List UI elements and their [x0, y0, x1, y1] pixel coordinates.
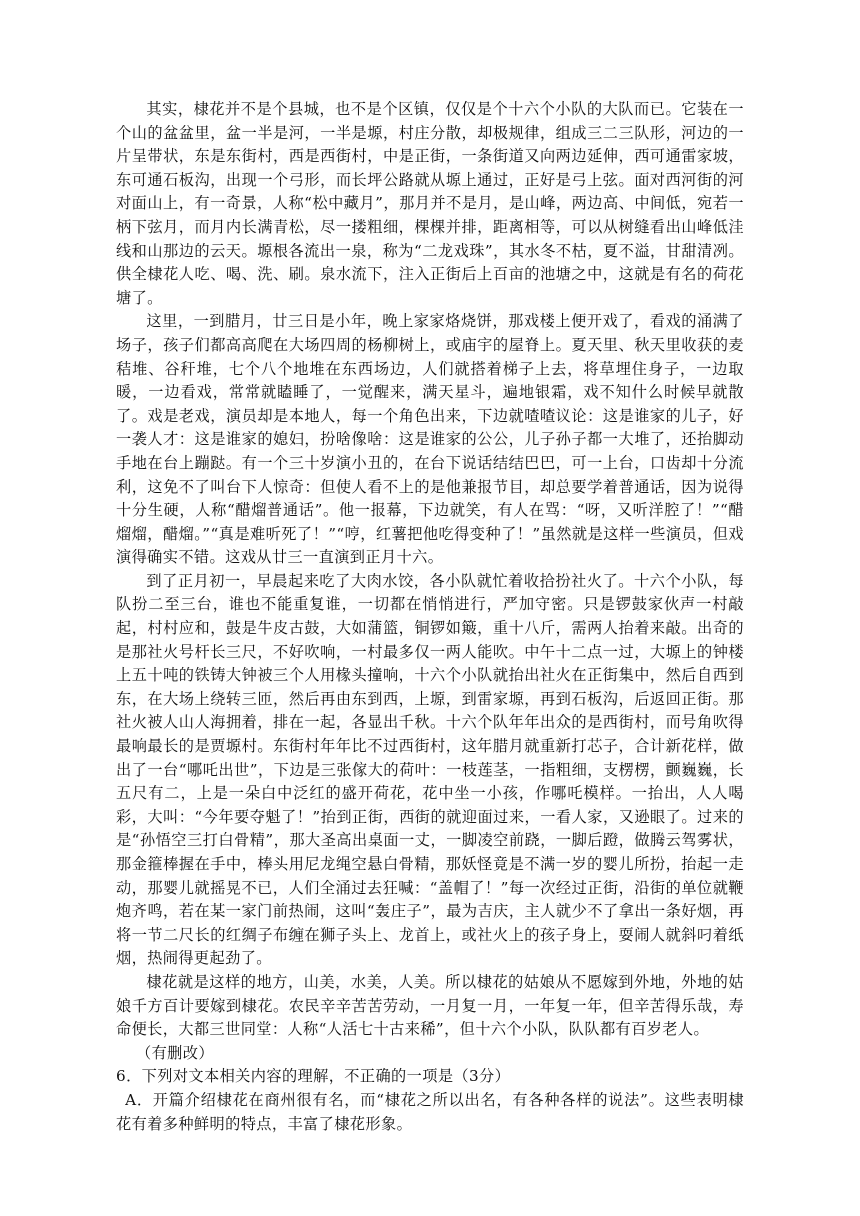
- option-a: A．开篇介绍棣花在商州很有名，而“棣花之所以出名，有各种各样的说法”。这些表明棣花有着多种鲜明的特点，丰富了棣花形象。: [116, 1090, 744, 1133]
- paragraph-4: 棣花就是这样的地方，山美，水美，人美。所以棣花的姑娘从不愿嫁到外地，外地的姑娘千方百计要嫁到棣花。农民辛辛苦苦劳动，一月复一月，一年复一年，但辛苦得乐哉，寿命便长，大都三世同堂：人称“人活七十古来稀”，但十六个小队，队队都有百岁老人。: [116, 972, 744, 1039]
- document-page: [116, 98, 744, 1136]
- paragraph-3: 到了正月初一，早晨起来吃了大肉水饺，各小队就忙着收拾扮社火了。十六个小队，每队扮二至三台，谁也不能重复谁，一切都在悄悄进行，严加守密。只是锣鼓家伙声一村敲起，村村应和，鼓是牛皮古鼓，大如蒲篮，铜锣如簸，重十八斤，需两人抬着来敲。出奇的是那社火号杆长三尺，不好吹响，一村最多仅一两人能吹。中午十二点一过，大塬上的钟楼上五十吨的铁铸大钟被三个人用椽头撞响，十六个小队就抬出社火在正街集中，然后自西到东，在大场上绕转三匝，然后再由东到西，上塬，到雷家塬，再到石板沟，后返回正街。那社火被人山人海拥着，排在一起，各显出千秋。十六个队年年出众的是西街村，而号角吹得最响最长的是贾塬村。东街村年年比不过西街村，这年腊月就重新打芯子，合计新花样，做出了一台“哪吒出世”，下边是三张傢大的荷叶：一枝莲茎，一指粗细，支楞楞，颤巍巍，长五尺有二，上是一朵白中泛红的盛开荷花，花中坐一小孩，作哪吒模样。一抬出，人人喝彩，大叫：“今年要夺魁了！”抬到正街，西街的就迎面过来，一看人家，又逊眼了。过来的是“孙悟空三打白骨精”，那大圣高出桌面一丈，一脚凌空前跷，一脚后蹬，做腾云驾雾状，那金箍棒握在手中，棒头用尼龙绳空悬白骨精，那妖怪竟是不满一岁的婴儿所扮，抬起一走动，那婴儿就摇晃不已，人们全涌过去狂喊：“盖帽了！”每一次经过正街，沿街的单位就鞭炮齐鸣，若在某一家门前热闹，这叫“轰庄子”，最为吉庆，主人就少不了拿出一条好烟，再将一节二尺长的红绸子布缠在狮子头上、龙首上，或社火上的孩子身上，耍闹人就斜叼着纸烟，热闹得更起劲了。: [116, 571, 744, 968]
- paragraph-1: 其实，棣花并不是个县城，也不是个区镇，仅仅是个十六个小队的大队而已。它装在一个山的盆盆里，盆一半是河，一半是塬，村庄分散，却极规律，组成三二三队形，河边的一片呈带状，东是东街村，西是西街村，中是正街，一条街道又向两边延伸，西可通雷家坡，东可通石板沟，出现一个弓形，而长坪公路就从塬上通过，正好是弓上弦。面对西河街的河对面山上，有一奇景，人称“松中藏月”，那月并不是月，是山峰，两边高、中间低，宛若一柄下弦月，而月内长满青松，尽一搂粗细，棵棵并排，距离相等，可以从树缝看出山峰低洼线和山那边的云天。塬根各流出一泉，称为“二龙戏珠”，其水冬不枯，夏不溢，甘甜清冽。供全棣花人吃、喝、洗、刷。泉水流下，注入正街后上百亩的池塘之中，这就是有名的荷花塘了。: [116, 100, 744, 307]
- source-note: （有删改）: [136, 1043, 214, 1062]
- question-stem: 6．下列对文本相关内容的理解，不正确的一项是（3分）: [116, 1067, 511, 1086]
- paragraph-2: 这里，一到腊月，廿三日是小年，晚上家家烙烧饼，那戏楼上便开戏了，看戏的涌满了场子，孩子们都高高爬在大场四周的杨柳树上，或庙宇的屋脊上。夏天里、秋天里收获的麦秸堆、谷秆堆，七个八个地堆在东西场边，人们就搭着梯子上去，将草埋住身子，一边取暖，一边看戏，常常就瞌睡了，一觉醒来，满天星斗，遍地银霜，戏不知什么时候早就散了。戏是老戏，演员却是本地人，每一个角色出来，下边就喳喳议论：这是谁家的儿子，好一袭人才：这是谁家的媳妇，扮啥像啥：这是谁家的公公，儿子孙子都一大堆了，还抬脚动手地在台上蹦跶。有一个三十岁演小丑的，在台下说话结结巴巴，可一上台，口齿却十分流利，这免不了叫台下人惊奇：但使人看不上的是他兼报节目，却总要学着普通话，因为说得十分生硬，人称“醋熘普通话”。他一报幕，下边就笑，有人在骂：“呀，又听洋腔了！”“醋熘熘，醋熘。”“真是难听死了！”“哼，红薯把他吃得变种了！”虽然就是这样一些演员，但戏演得确实不错。这戏从廿三一直演到正月十六。: [116, 312, 744, 567]
